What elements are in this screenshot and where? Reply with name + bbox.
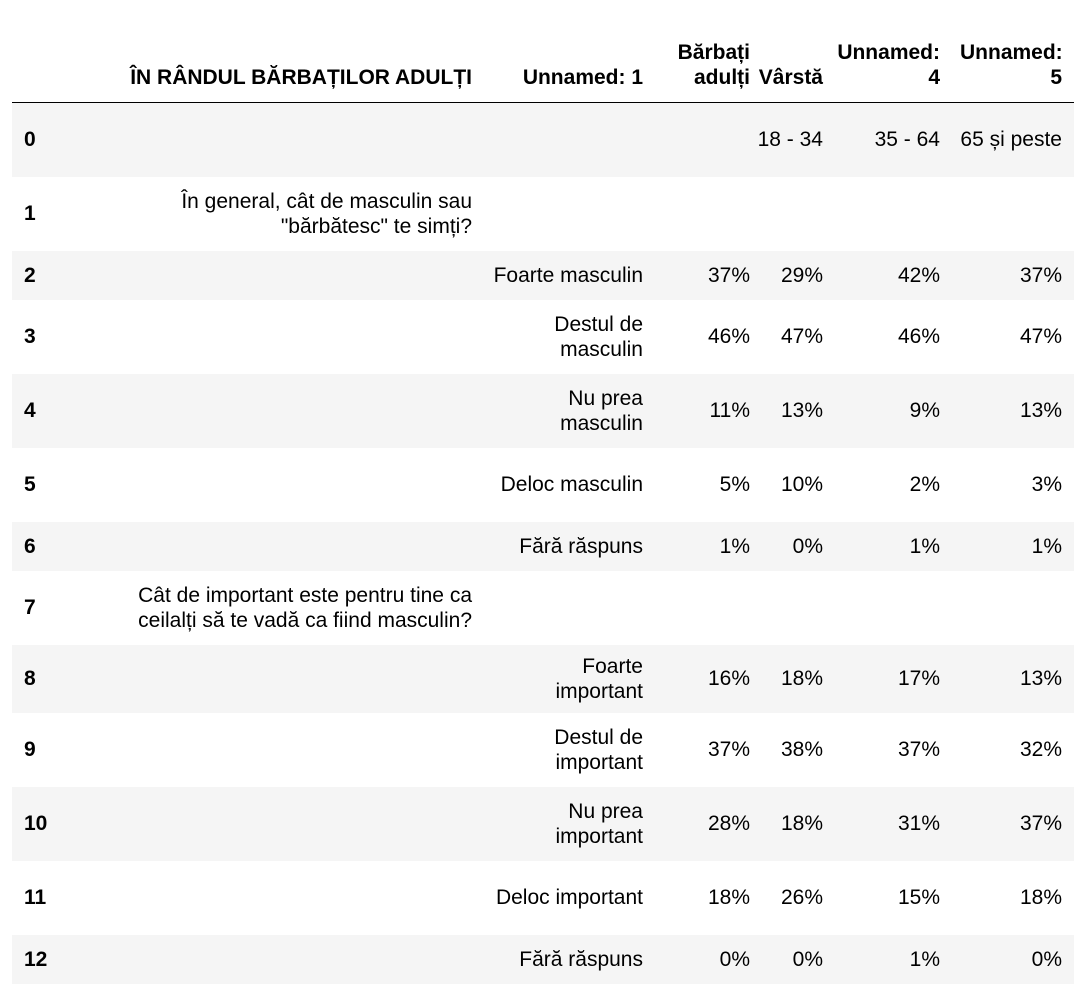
cell-col-3: 47% xyxy=(780,325,823,348)
cell-col-2 xyxy=(655,571,750,645)
cell-col-3: 18 - 34 xyxy=(757,128,823,152)
header-col-1: Unnamed: 1 xyxy=(484,36,655,103)
cell-col-4: 1% xyxy=(909,947,940,971)
cell-col-2: 11% xyxy=(709,399,750,422)
row-index: 2 xyxy=(24,263,36,287)
table-row xyxy=(12,522,1074,571)
cell-col-4 xyxy=(823,177,952,251)
cell-col-1 xyxy=(484,177,655,251)
data-table xyxy=(12,36,1074,984)
row-index: 11 xyxy=(24,886,47,909)
cell-col-4: 1% xyxy=(909,534,940,558)
row-index: 5 xyxy=(24,473,36,496)
header-index xyxy=(12,36,82,103)
cell-col-5: 13% xyxy=(1019,667,1062,690)
cell-col-3: 10% xyxy=(780,473,823,496)
table-header xyxy=(12,36,1074,103)
row-index: 8 xyxy=(24,667,36,690)
row-index: 4 xyxy=(24,399,36,422)
cell-col-4: 9% xyxy=(909,399,940,422)
cell-col-2: 1% xyxy=(719,534,750,558)
cell-col-5: 18% xyxy=(1019,886,1062,909)
cell-col-0: Cât de important este pentru tine ca ceilalți să te vadă ca fiind masculin? xyxy=(138,583,472,632)
table-row xyxy=(12,645,1074,713)
cell-col-2 xyxy=(655,103,750,177)
cell-col-0 xyxy=(82,522,484,571)
cell-col-3: 26% xyxy=(780,886,823,909)
cell-col-1: Destul de important xyxy=(554,725,643,774)
table-row xyxy=(12,935,1074,984)
cell-col-5: 13% xyxy=(1019,399,1062,422)
cell-col-2: 28% xyxy=(707,812,750,835)
header-row xyxy=(12,36,1074,103)
cell-col-3: 29% xyxy=(780,263,823,287)
cell-col-2: 0% xyxy=(719,947,750,971)
table-row xyxy=(12,177,1074,251)
cell-col-1 xyxy=(484,571,655,645)
header-col-2: Bărbați adulți xyxy=(655,36,750,103)
cell-col-5: 37% xyxy=(1019,812,1062,835)
cell-col-3: 18% xyxy=(780,667,823,690)
table-row xyxy=(12,713,1074,787)
cell-col-1: Foarte important xyxy=(555,654,643,703)
cell-col-5: 1% xyxy=(1031,534,1062,558)
cell-col-4: 17% xyxy=(897,667,940,690)
cell-col-5: 0% xyxy=(1031,947,1062,971)
cell-col-0 xyxy=(82,861,484,935)
cell-col-5: 47% xyxy=(1019,325,1062,348)
cell-col-3: 0% xyxy=(792,534,823,558)
row-index: 6 xyxy=(24,534,36,558)
cell-col-4: 31% xyxy=(897,812,940,835)
table-row xyxy=(12,448,1074,522)
cell-col-3 xyxy=(750,571,823,645)
header-col-5: Unnamed: 5 xyxy=(952,36,1074,103)
header-col-3: Vârstă xyxy=(750,36,823,103)
cell-col-5 xyxy=(952,571,1074,645)
table-row xyxy=(12,103,1074,177)
cell-col-0 xyxy=(82,374,484,448)
table-row xyxy=(12,571,1074,645)
cell-col-1: Nu prea important xyxy=(555,799,643,848)
cell-col-1: Fără răspuns xyxy=(519,947,643,971)
cell-col-4: 2% xyxy=(909,473,940,496)
table-row xyxy=(12,787,1074,861)
cell-col-4: 15% xyxy=(897,886,940,909)
cell-col-5: 3% xyxy=(1031,473,1062,496)
cell-col-3: 0% xyxy=(792,947,823,971)
row-index: 12 xyxy=(24,947,48,971)
header-col-4: Unnamed: 4 xyxy=(823,36,952,103)
row-index: 3 xyxy=(24,325,36,348)
table-row xyxy=(12,374,1074,448)
cell-col-4: 46% xyxy=(897,325,940,348)
table-row xyxy=(12,861,1074,935)
cell-col-2: 16% xyxy=(707,667,750,690)
cell-col-1 xyxy=(484,103,655,177)
row-index: 7 xyxy=(24,596,36,619)
cell-col-5 xyxy=(952,177,1074,251)
cell-col-3: 13% xyxy=(780,399,823,422)
cell-col-3: 18% xyxy=(780,812,823,835)
cell-col-0 xyxy=(82,713,484,787)
cell-col-4: 35 - 64 xyxy=(874,128,940,152)
table-row xyxy=(12,251,1074,300)
cell-col-0 xyxy=(82,935,484,984)
cell-col-1: Deloc important xyxy=(495,886,643,909)
table-row xyxy=(12,300,1074,374)
row-index: 0 xyxy=(24,128,36,152)
header-col-0: ÎN RÂNDUL BĂRBAȚILOR ADULȚI xyxy=(82,36,484,103)
cell-col-1: Fără răspuns xyxy=(519,534,643,558)
cell-col-0 xyxy=(82,300,484,374)
cell-col-5: 37% xyxy=(1019,263,1062,287)
cell-col-0 xyxy=(82,251,484,300)
cell-col-1: Nu prea masculin xyxy=(560,386,643,435)
cell-col-2: 5% xyxy=(719,473,750,496)
cell-col-0 xyxy=(82,103,484,177)
cell-col-5: 32% xyxy=(1019,738,1062,761)
cell-col-1: Deloc masculin xyxy=(500,473,643,496)
cell-col-2: 46% xyxy=(707,325,750,348)
cell-col-0 xyxy=(82,645,484,713)
cell-col-5: 65 și peste xyxy=(960,128,1062,152)
row-index: 9 xyxy=(24,738,36,761)
cell-col-0 xyxy=(82,787,484,861)
table-body xyxy=(12,103,1074,984)
cell-col-4 xyxy=(823,571,952,645)
cell-col-2 xyxy=(655,177,750,251)
cell-col-4: 42% xyxy=(897,263,940,287)
cell-col-2: 18% xyxy=(707,886,750,909)
cell-col-1: Foarte masculin xyxy=(493,263,643,287)
cell-col-4: 37% xyxy=(897,738,940,761)
cell-col-3 xyxy=(750,177,823,251)
dataframe-container xyxy=(12,36,1074,984)
cell-col-0 xyxy=(82,448,484,522)
cell-col-2: 37% xyxy=(707,263,750,287)
cell-col-0: În general, cât de masculin sau "bărbătesc" te simți? xyxy=(181,189,472,238)
cell-col-1: Destul de masculin xyxy=(554,312,643,361)
cell-col-3: 38% xyxy=(780,738,823,761)
cell-col-2: 37% xyxy=(707,738,750,761)
row-index: 1 xyxy=(24,202,36,225)
row-index: 10 xyxy=(24,812,48,835)
